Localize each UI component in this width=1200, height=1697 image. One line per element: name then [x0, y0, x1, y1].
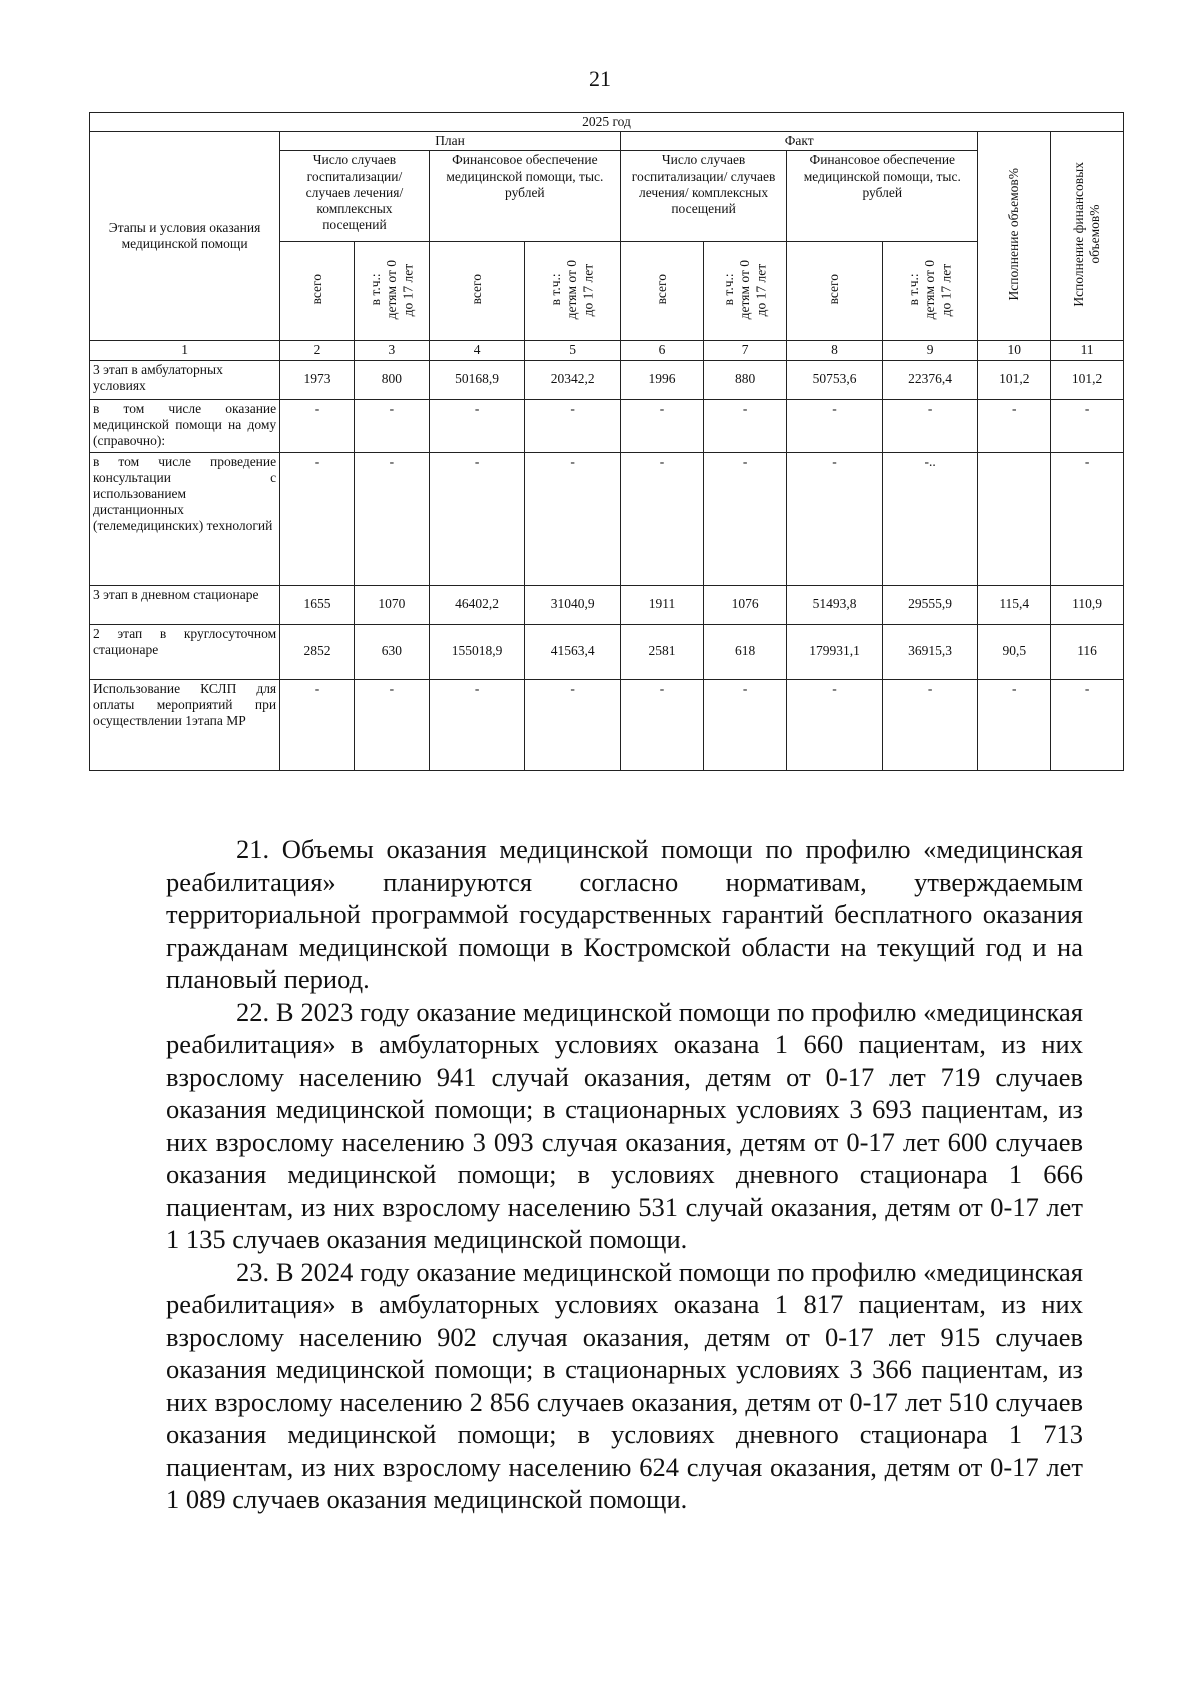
- cell-value: 115,4: [978, 585, 1051, 624]
- cell-value: -: [525, 399, 621, 452]
- plan-header: План: [280, 132, 621, 151]
- cell-value: 800: [354, 360, 429, 399]
- row-label: в том числе проведение консультации с использованием дистанционных (телемедицинских) технологий: [90, 452, 280, 585]
- cell-value: -: [882, 399, 978, 452]
- cell-value: -: [620, 679, 703, 770]
- column-number: 9: [882, 341, 978, 360]
- cell-value: 110,9: [1051, 585, 1124, 624]
- cell-value: -: [429, 679, 525, 770]
- cell-value: -: [354, 679, 429, 770]
- cell-value: 2852: [280, 624, 355, 679]
- table-year: 2025 год: [90, 113, 1124, 132]
- cell-value: -: [1051, 679, 1124, 770]
- cell-value: 880: [704, 360, 787, 399]
- column-number: 2: [280, 341, 355, 360]
- plan-finance-header: Финансовое обеспечение медицинской помощи, тыс. рублей: [429, 151, 620, 242]
- cell-value: -: [704, 452, 787, 585]
- cell-value: -: [882, 679, 978, 770]
- cell-value: 1070: [354, 585, 429, 624]
- column-number: 1: [90, 341, 280, 360]
- cell-value: -: [354, 452, 429, 585]
- paragraph-21: 21. Объемы оказания медицинской помощи по профилю «медицинская реабилитация» планируются согласно нормативам, утверждаемым территориальной программой государственных гарантий бесплатного оказания гражданам медицинской помощи в Костромской области на текущий год и на плановый период.: [166, 834, 1083, 994]
- cell-value: -: [280, 679, 355, 770]
- cell-value: -: [280, 399, 355, 452]
- row-label: 3 этап в амбулаторных условиях: [90, 360, 280, 399]
- column-number: 3: [354, 341, 429, 360]
- col-total: всего: [620, 242, 703, 341]
- column-number: 10: [978, 341, 1051, 360]
- table-row: [90, 360, 1124, 399]
- cell-value: -: [978, 679, 1051, 770]
- col-total: всего: [787, 242, 883, 341]
- cell-value: 50753,6: [787, 360, 883, 399]
- cell-value: -: [354, 399, 429, 452]
- cell-value: 179931,1: [787, 624, 883, 679]
- page-number: 21: [589, 66, 611, 91]
- cell-value: 1973: [280, 360, 355, 399]
- col-children: в т.ч.: детям от 0 до 17 лет: [882, 242, 978, 341]
- cell-value: 2581: [620, 624, 703, 679]
- column-number: 7: [704, 341, 787, 360]
- table-row: [90, 624, 1124, 679]
- cell-value: -: [620, 452, 703, 585]
- cell-value: -: [525, 679, 621, 770]
- fact-finance-header: Финансовое обеспечение медицинской помощи, тыс. рублей: [787, 151, 978, 242]
- cell-value: 101,2: [978, 360, 1051, 399]
- column-number: 11: [1051, 341, 1124, 360]
- cell-value: -: [1051, 452, 1124, 585]
- cell-value: -: [429, 452, 525, 585]
- fact-cases-header: Число случаев госпитализации/ случаев лечения/ комплексных посещений: [620, 151, 786, 242]
- cell-value: -: [787, 399, 883, 452]
- exec-finance-header: Исполнение финансовых объемов%: [1051, 132, 1124, 341]
- row-label: 2 этап в круглосуточном стационаре: [90, 624, 280, 679]
- cell-value: -: [704, 679, 787, 770]
- plan-cases-header: Число случаев госпитализации/ случаев лечения/ комплексных посещений: [280, 151, 430, 242]
- col-children: в т.ч.: детям от 0 до 17 лет: [525, 242, 621, 341]
- column-number: 6: [620, 341, 703, 360]
- cell-value: -: [978, 399, 1051, 452]
- cell-value: -: [787, 679, 883, 770]
- cell-value: -: [525, 452, 621, 585]
- cell-value: [978, 452, 1051, 585]
- cell-value: 1076: [704, 585, 787, 624]
- cell-value: 116: [1051, 624, 1124, 679]
- cell-value: 101,2: [1051, 360, 1124, 399]
- column-number: 8: [787, 341, 883, 360]
- col-children: в т.ч.: детям от 0 до 17 лет: [704, 242, 787, 341]
- stage-header: Этапы и условия оказания медицинской помощи: [90, 132, 280, 341]
- cell-value: -: [429, 399, 525, 452]
- column-numbers-row: [90, 341, 1124, 360]
- cell-value: -: [280, 452, 355, 585]
- cell-value: 618: [704, 624, 787, 679]
- col-total: всего: [280, 242, 355, 341]
- table-row: [90, 399, 1124, 452]
- fact-header: Факт: [620, 132, 977, 151]
- table-row: [90, 452, 1124, 585]
- column-number: 4: [429, 341, 525, 360]
- cell-value: 90,5: [978, 624, 1051, 679]
- cell-value: 1996: [620, 360, 703, 399]
- col-total: всего: [429, 242, 525, 341]
- cell-value: 1911: [620, 585, 703, 624]
- cell-value: -: [1051, 399, 1124, 452]
- row-label: Использование КСЛП для оплаты мероприятий при осуществлении 1этапа МР: [90, 679, 280, 770]
- cell-value: 630: [354, 624, 429, 679]
- table-row: [90, 679, 1124, 770]
- paragraph-23: 23. В 2024 году оказание медицинской помощи по профилю «медицинская реабилитация» в амбулаторных условиях оказана 1 817 пациентам, из них взрослому населению 902 случая оказания, детям от 0-17 лет 915 случаев оказания медицинской помощи; в стационарных условиях 3 366 пациентам, из них взрослому населению 2 856 случаев оказания, детям от 0-17 лет 510 случаев оказания медицинской помощи; в условиях дневного стационара 1 713 пациентам, из них взрослому населению 624 случая оказания, детям от 0-17 лет 1 089 случаев оказания медицинской помощи.: [166, 1256, 1083, 1514]
- cell-value: 41563,4: [525, 624, 621, 679]
- row-label: 3 этап в дневном стационаре: [90, 585, 280, 624]
- cell-value: 46402,2: [429, 585, 525, 624]
- report-table: [89, 112, 1124, 771]
- cell-value: -: [787, 452, 883, 585]
- col-children: в т.ч.: детям от 0 до 17 лет: [354, 242, 429, 341]
- cell-value: 31040,9: [525, 585, 621, 624]
- paragraph-22: 22. В 2023 году оказание медицинской помощи по профилю «медицинская реабилитация» в амбулаторных условиях оказана 1 660 пациентам, из них взрослому населению 941 случай оказания, детям от 0-17 лет 719 случаев оказания медицинской помощи; в стационарных условиях 3 693 пациентам, из них взрослому населению 3 093 случая оказания, детям от 0-17 лет 600 случаев оказания медицинской помощи; в условиях дневного стационара 1 666 пациентам, из них взрослому населению 531 случай оказания, детям от 0-17 лет 1 135 случаев оказания медицинской помощи.: [166, 996, 1083, 1254]
- cell-value: 29555,9: [882, 585, 978, 624]
- cell-value: 51493,8: [787, 585, 883, 624]
- cell-value: -..: [882, 452, 978, 585]
- cell-value: -: [620, 399, 703, 452]
- cell-value: 22376,4: [882, 360, 978, 399]
- cell-value: -: [704, 399, 787, 452]
- cell-value: 36915,3: [882, 624, 978, 679]
- cell-value: 1655: [280, 585, 355, 624]
- row-label: в том числе оказание медицинской помощи на дому (справочно):: [90, 399, 280, 452]
- cell-value: 20342,2: [525, 360, 621, 399]
- table-row: [90, 585, 1124, 624]
- cell-value: 155018,9: [429, 624, 525, 679]
- body-text: [166, 833, 1083, 1516]
- exec-volume-header: Исполнение объемов%: [978, 132, 1051, 341]
- column-number: 5: [525, 341, 621, 360]
- cell-value: 50168,9: [429, 360, 525, 399]
